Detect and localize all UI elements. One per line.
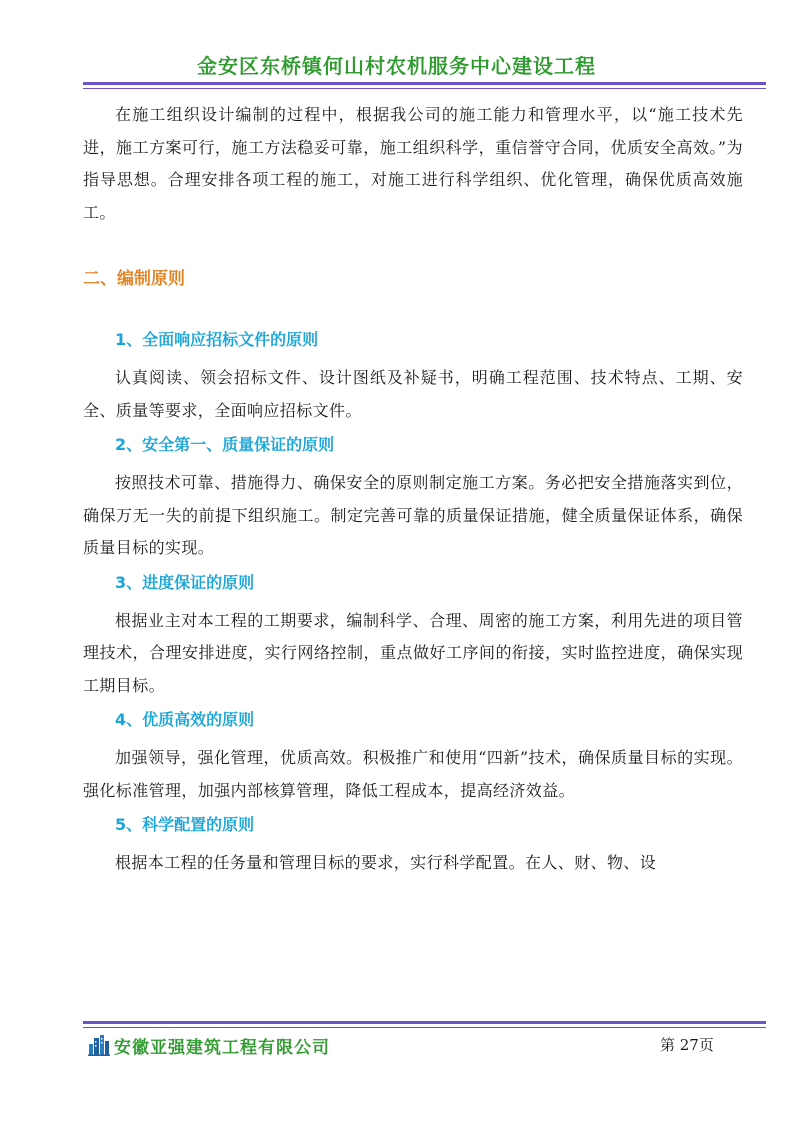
header-rule-thick xyxy=(83,82,766,85)
section-heading: 二、编制原则 xyxy=(83,269,185,289)
principle-2-text: 按照技术可靠、措施得力、确保安全的原则制定施工方案。务必把安全措施落实到位，确保万无一失的前提下组织施工。制定完善可靠的质量保证措施，健全质量保证体系，确保质量目标的实现。 xyxy=(83,473,743,557)
principle-5-heading: 5、科学配置的原则 xyxy=(115,815,255,834)
principle-5-text: 根据本工程的任务量和管理目标的要求，实行科学配置。在人、财、物、设 xyxy=(115,853,657,872)
page-number: 第 27页 xyxy=(660,1036,714,1054)
document-body xyxy=(83,99,743,880)
intro-paragraph: 在施工组织设计编制的过程中，根据我公司的施工能力和管理水平，以“施工技术先进，施工方案可行，施工方法稳妥可靠，施工组织科学，重信誉守合同，优质安全高效。”为指导思想。合理安排各项工程的施工，对施工进行科学组织、优化管理，确保优质高效施工。 xyxy=(83,105,743,222)
principle-4-text: 加强领导，强化管理，优质高效。积极推广和使用“四新”技术，确保质量目标的实现。强化标准管理，加强内部核算管理，降低工程成本，提高经济效益。 xyxy=(83,748,743,800)
document-header-title: 金安区东桥镇何山村农机服务中心建设工程 xyxy=(197,54,596,78)
principle-3-heading: 3、进度保证的原则 xyxy=(115,572,255,592)
building-logo-icon xyxy=(88,1034,110,1056)
footer-rule-thick xyxy=(83,1021,766,1024)
footer-rule-thin xyxy=(83,1027,766,1028)
principle-4-heading: 4、优质高效的原则 xyxy=(115,710,255,729)
principle-3-text: 根据业主对本工程的工期要求，编制科学、合理、周密的施工方案，利用先进的项目管理技术，合理安排进度，实行网络控制，重点做好工序间的衔接，实时监控进度，确保实现工期目标。 xyxy=(83,610,743,695)
principle-1-text: 认真阅读、领会招标文件、设计图纸及补疑书，明确工程范围、技术特点、工期、安全、质量等要求，全面响应招标文件。 xyxy=(83,368,743,420)
footer-company xyxy=(88,1032,330,1058)
header-rule-thin xyxy=(83,88,766,89)
principle-1-heading: 1、全面响应招标文件的原则 xyxy=(115,330,319,349)
footer-company-name: 安徽亚强建筑工程有限公司 xyxy=(114,1037,330,1058)
principle-2-heading: 2、安全第一、质量保证的原则 xyxy=(115,435,335,454)
